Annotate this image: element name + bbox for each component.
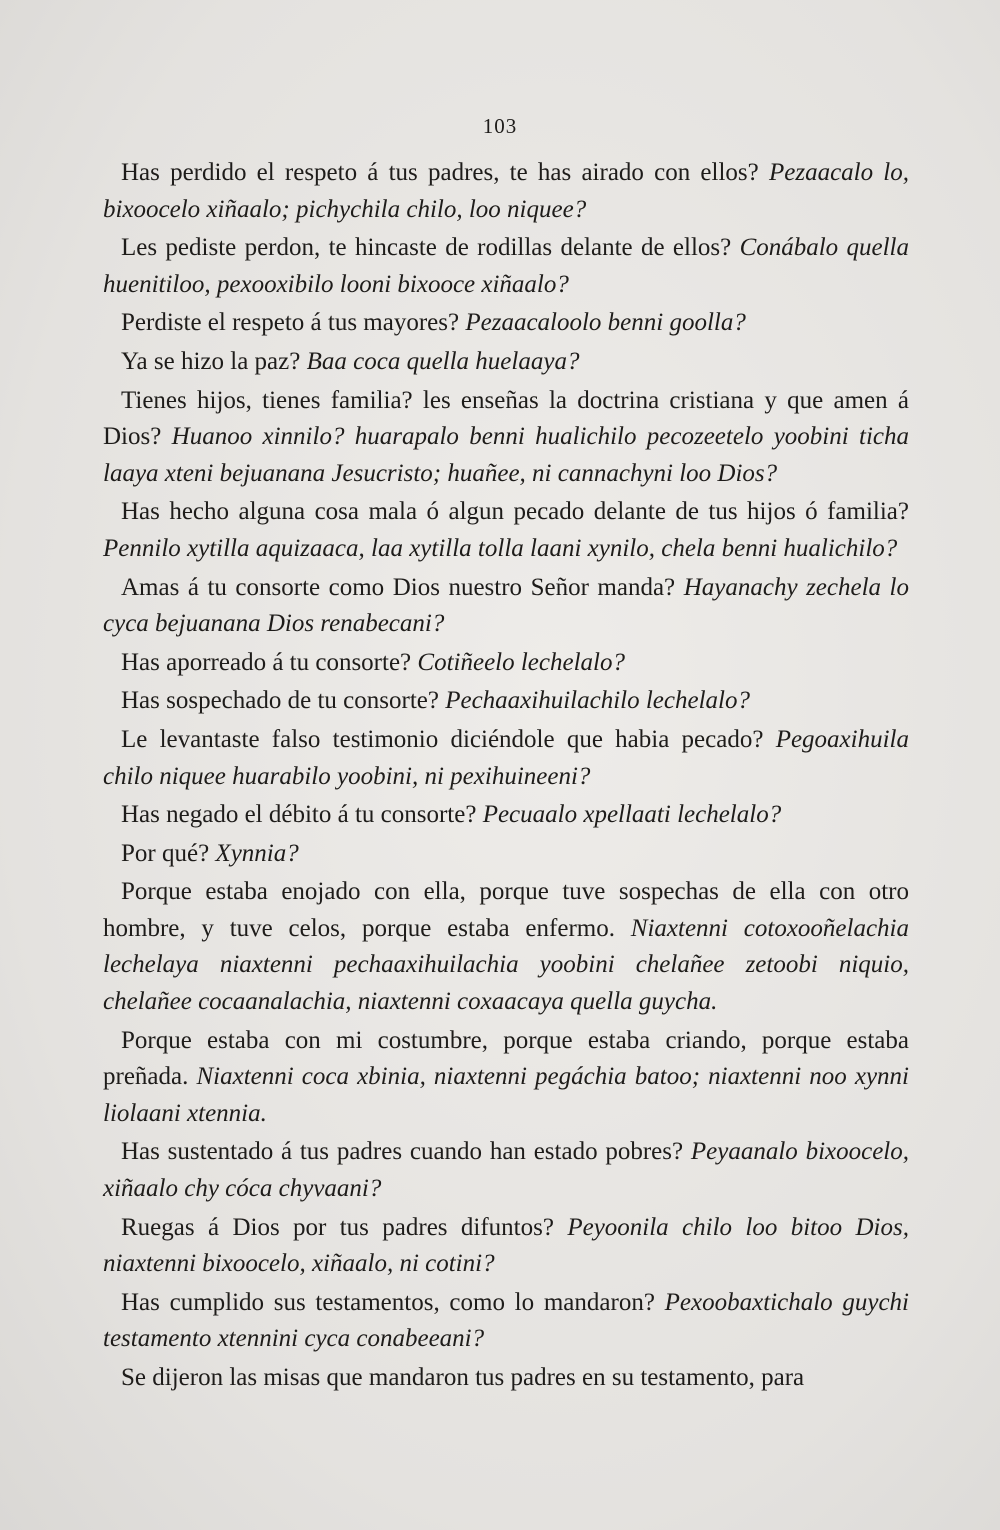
spanish-question: Perdiste el respeto á tus mayores? <box>121 309 460 337</box>
paragraph <box>103 1360 909 1397</box>
spanish-question: Has perdido el respeto á tus padres, te has airado con ellos? <box>121 159 759 186</box>
spanish-question: Has aporreado á tu consorte? <box>121 648 412 676</box>
paragraph <box>103 797 909 834</box>
zapotec-translation: Baa coca quella huelaaya? <box>306 347 580 375</box>
paragraph <box>103 344 909 381</box>
zapotec-translation: Xynnia? <box>215 839 299 867</box>
spanish-question: Tienes hijos, tienes familia? les enseñas la doctrina cristiana y que amen á Dios? <box>103 386 909 451</box>
zapotec-translation: Niaxtenni coca xbinia, niaxtenni pegáchia batoo; niaxtenni noo xynni liolaani xtennia. <box>103 1063 910 1127</box>
spanish-question: Ruegas á Dios por tus padres difuntos? <box>121 1213 554 1241</box>
spanish-question: Has sospechado de tu consorte? <box>121 687 439 715</box>
zapotec-translation: Pecuaalo xpellaati lechelalo? <box>482 801 782 829</box>
zapotec-translation: Hayanachy zechela lo cyca bejuanana Dios renabecani? <box>103 573 909 638</box>
paragraph <box>103 874 909 1020</box>
spanish-question: Has cumplido sus testamentos, como lo mandaron? <box>121 1288 655 1316</box>
zapotec-translation: Pexoobaxtichalo guychi testamento xtennini cyca conabeeani? <box>103 1288 909 1353</box>
paragraph <box>103 155 909 228</box>
zapotec-translation: Cotiñeelo lechelalo? <box>417 648 625 676</box>
paragraph <box>103 683 909 720</box>
spanish-question: Has negado el débito á tu consorte? <box>121 801 477 829</box>
zapotec-translation: Pennilo xytilla aquizaaca, laa xytilla tolla laani xynilo, chela benni hualichilo? <box>103 534 898 562</box>
spanish-question: Se dijeron las misas que mandaron tus padres en su testamento, para <box>121 1364 805 1391</box>
zapotec-translation: Huanoo xinnilo? huarapalo benni hualichilo pecozeetelo yoobini ticha laaya xteni bejuanana Jesucristo; huañee, ni cannachyni loo Dios? <box>103 423 909 487</box>
spanish-question: Les pediste perdon, te hincaste de rodillas delante de ellos? <box>121 234 732 262</box>
spanish-question: Ya se hizo la paz? <box>121 347 301 375</box>
paragraph <box>103 383 909 493</box>
spanish-question: Has sustentado á tus padres cuando han estado pobres? <box>121 1138 684 1166</box>
spanish-question: Por qué? <box>121 839 210 867</box>
zapotec-translation: Conábalo quella huenitiloo, pexooxibilo looni bixooce xiñaalo? <box>103 234 910 298</box>
spanish-question: Porque estaba enojado con ella, porque tuve sospechas de ella con otro hombre, y tuve celos, porque estaba enfermo. <box>103 878 909 942</box>
paragraph <box>103 1023 909 1133</box>
paragraph <box>103 836 909 873</box>
page-number: 103 <box>482 114 518 138</box>
paragraph <box>103 1210 909 1283</box>
text-body <box>103 155 909 1399</box>
spanish-question: Porque estaba con mi costumbre, porque estaba criando, porque estaba preñada. <box>103 1026 909 1091</box>
zapotec-translation: Peyaanalo bixoocelo, xiñaalo chy cóca chyvaani? <box>103 1138 909 1203</box>
zapotec-translation: Pezaacalo lo, bixoocelo xiñaalo; pichychila chilo, loo niquee? <box>103 159 910 223</box>
paragraph <box>103 645 909 682</box>
paragraph <box>103 722 909 795</box>
spanish-question: Amas á tu consorte como Dios nuestro Señor manda? <box>121 573 676 601</box>
zapotec-translation: Pechaaxihuilachilo lechelalo? <box>445 687 750 715</box>
zapotec-translation: Niaxtenni cotoxooñelachia lechelaya niaxtenni pechaaxihuilachia yoobini chelañee zetoobi niquio, chelañee cocaanalachia, niaxtenni coxaacaya quella guycha. <box>103 914 910 1016</box>
paragraph <box>103 570 909 643</box>
spanish-question: Has hecho alguna cosa mala ó algun pecado delante de tus hijos ó familia? <box>121 498 909 526</box>
paragraph <box>103 1134 909 1207</box>
spanish-question: Le levantaste falso testimonio diciéndole que habia pecado? <box>121 725 764 753</box>
paragraph <box>103 1285 909 1358</box>
paragraph <box>103 305 909 342</box>
zapotec-translation: Pezaacaloolo benni goolla? <box>465 309 746 337</box>
zapotec-translation: Peyoonila chilo loo bitoo Dios, niaxtenni bixoocelo, xiñaalo, ni cotini? <box>103 1213 909 1278</box>
paragraph <box>103 230 909 303</box>
paragraph <box>103 494 909 567</box>
zapotec-translation: Pegoaxihuila chilo niquee huarabilo yoobini, ni pexihuineeni? <box>103 725 909 790</box>
